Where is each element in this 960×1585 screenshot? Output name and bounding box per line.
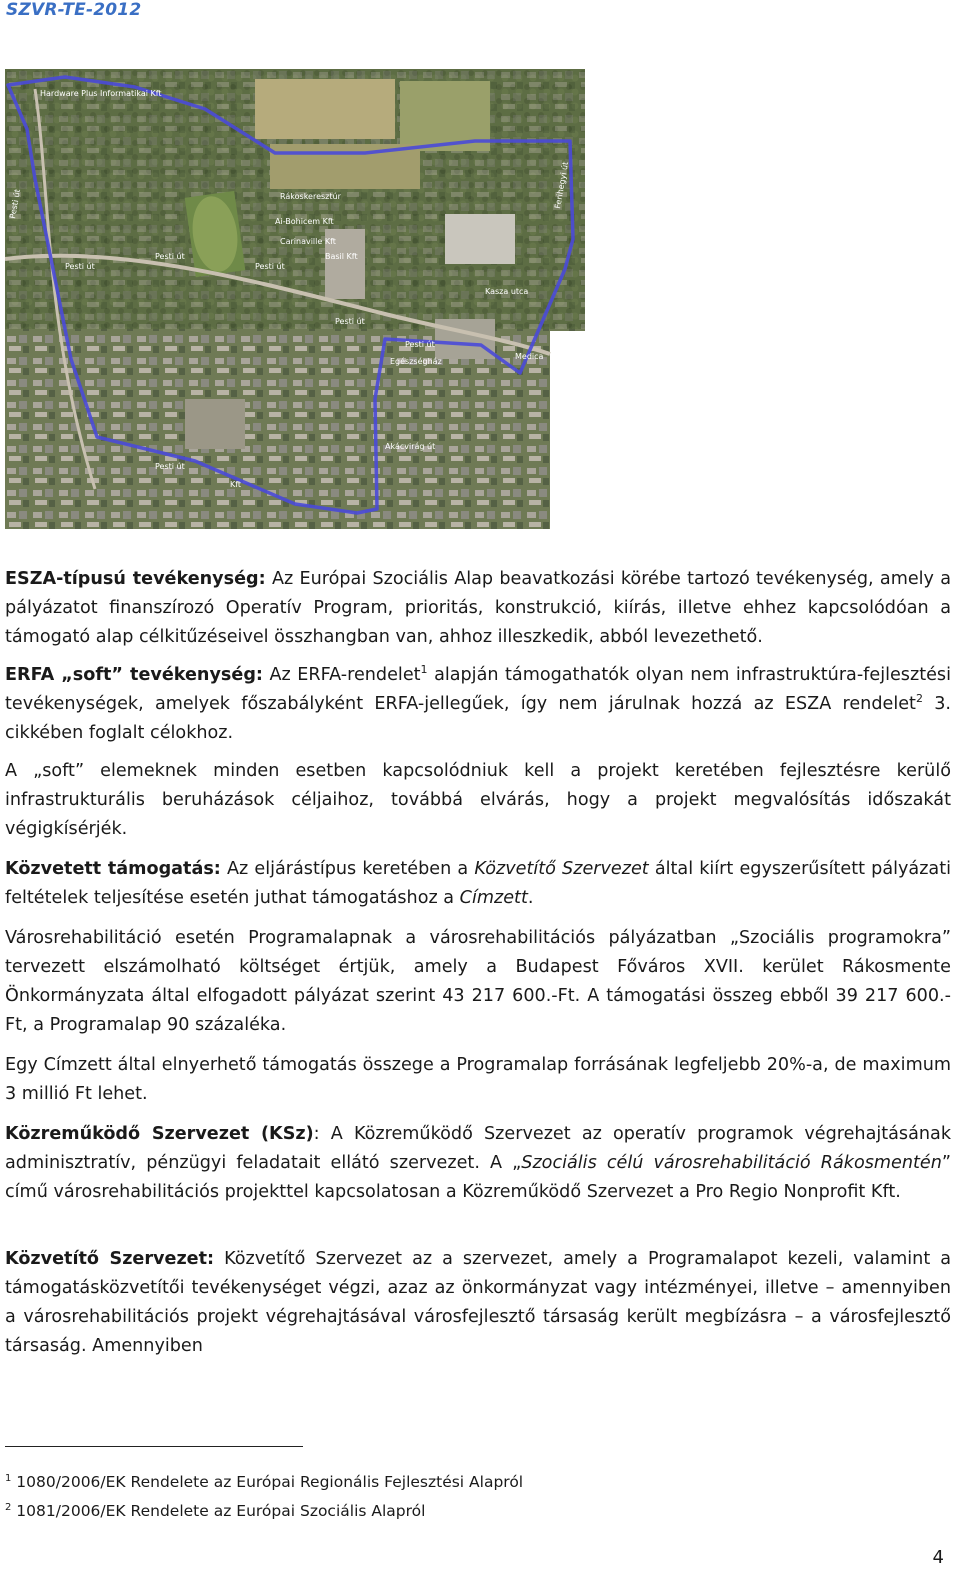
term-title: Közreműködő Szervezet (KSz) bbox=[5, 1124, 314, 1144]
paragraph-text: Közvetítő Szervezet az a szervezet, amely a Programalapot kezeli, valamint a támogatásközvetítői tevékenységet végzi, azaz az önkormányzat vagy intézményei, illetve – amennyiben a városrehabilitációs projekt végrehajtásával városfejlesztő társaság került megbízásra – a városfejlesztő társaság. Amennyiben bbox=[5, 1249, 952, 1356]
footnote-number: 1 bbox=[5, 1472, 12, 1484]
map-label: Pesti út bbox=[255, 262, 285, 271]
page-number: 4 bbox=[932, 1547, 944, 1568]
map-label: Hardware Plus Informatikai Kft bbox=[40, 89, 162, 98]
italic-term: Címzett bbox=[459, 888, 528, 908]
footnote-number: 2 bbox=[5, 1501, 12, 1513]
paragraph-text: A „soft” elemeknek minden esetben kapcsolódniuk kell a projekt keretében fejlesztésre kerülő infrastrukturális beruházások céljaihoz, továbbá elvárás, hogy a projekt megvalósítás időszakát végigkísérjék. bbox=[5, 761, 951, 839]
paragraph-kozremukodo bbox=[5, 1120, 951, 1207]
italic-term: Közvetítő Szervezet bbox=[474, 859, 649, 879]
map-label: Ai-Bohicem Kft bbox=[275, 217, 334, 226]
map-label: Pesti út bbox=[155, 252, 185, 261]
paragraph-kozvetito bbox=[5, 1245, 951, 1361]
paragraph-text: Az ERFA-rendelet bbox=[262, 665, 421, 685]
paragraph-text: 3. cikkében foglalt célokhoz. bbox=[5, 694, 951, 743]
paragraph-text: Egy Címzett által elnyerhető támogatás összege a Programalap forrásának legfeljebb 20%-a, de maximum 3 millió Ft lehet. bbox=[5, 1055, 951, 1104]
paragraph-text: : A Közreműködő Szervezet az operatív programok végrehajtásának adminisztratív, pénzügyi feladatait ellátó szervezet. A „ bbox=[5, 1124, 952, 1173]
footnote-1 bbox=[5, 1468, 905, 1497]
footnote-ref: 1 bbox=[420, 663, 428, 677]
map-label: Rákoskeresztúr bbox=[280, 192, 341, 201]
paragraph-text: alapján támogathatók olyan nem infrastruktúra-fejlesztési tevékenységek, amelyek főszabályként ERFA-jellegűek, így nem járulnak hozzá az ESZA rendelet bbox=[5, 665, 951, 714]
aerial-map-image bbox=[5, 69, 592, 529]
document-body bbox=[5, 565, 951, 1361]
map-label: Basil Kft bbox=[325, 252, 358, 261]
map-label: Pesti út bbox=[8, 188, 23, 220]
map-label: Ferihegyi út bbox=[553, 161, 571, 210]
paragraph-cimzett bbox=[5, 1051, 951, 1109]
map-label: Pesti út bbox=[405, 340, 435, 349]
paragraph-erfa-soft bbox=[5, 661, 951, 748]
footnote-text: 1081/2006/EK Rendelete az Európai Szociális Alapról bbox=[11, 1502, 426, 1520]
paragraph-text: Az Európai Szociális Alap beavatkozási körébe tartozó tevékenység, amely a pályázatot finanszírozó Operatív Program, prioritás, konstrukció, kiírás, illetve ehhez kapcsolódóan a támogató alap célkitűzéseivel összhangban van, ahhoz illeszkedik, abból levezethető. bbox=[5, 569, 952, 647]
aerial-map bbox=[5, 69, 592, 529]
paragraph-programalap bbox=[5, 924, 951, 1040]
term-title: ERFA „soft” tevékenység: bbox=[5, 665, 263, 685]
paragraph-text: által kiírt egyszerűsített pályázati feltételek teljesítése esetén juthat támogatáshoz a bbox=[5, 859, 952, 908]
footnote-text: 1080/2006/EK Rendelete az Európai Regionális Fejlesztési Alapról bbox=[11, 1473, 524, 1491]
footnotes bbox=[5, 1468, 905, 1526]
map-label: Egészségház bbox=[390, 357, 442, 366]
map-label: Pesti út bbox=[335, 317, 365, 326]
map-label: Pesti út bbox=[155, 462, 185, 471]
term-title: Közvetítő Szervezet: bbox=[5, 1249, 215, 1269]
paragraph-text: . bbox=[527, 888, 534, 908]
map-label: Carinaville Kft bbox=[280, 237, 336, 246]
map-label: Akácvirág út bbox=[385, 442, 436, 451]
footnote-ref: 2 bbox=[915, 692, 923, 706]
paragraph-kozvetett bbox=[5, 855, 951, 913]
footnote-2 bbox=[5, 1497, 905, 1526]
paragraph-text: ” című városrehabilitációs projekttel kapcsolatosan a Közreműködő Szervezet a Pro Regio Nonprofit Kft. bbox=[5, 1153, 951, 1202]
term-title: Közvetett támogatás: bbox=[5, 859, 221, 879]
paragraph-text: Az eljárástípus keretében a bbox=[220, 859, 475, 879]
footnote-separator bbox=[5, 1446, 303, 1447]
document-code: SZVR-TE-2012 bbox=[6, 0, 142, 20]
paragraph-esza bbox=[5, 565, 951, 652]
map-label: Kasza utca bbox=[485, 287, 529, 296]
map-label: Pesti út bbox=[65, 262, 95, 271]
map-label: Kft bbox=[230, 480, 242, 489]
map-label: Medica bbox=[515, 352, 544, 361]
italic-term: Szociális célú városrehabilitáció Rákosmentén bbox=[521, 1153, 942, 1173]
paragraph-soft-elements bbox=[5, 757, 951, 844]
paragraph-text: Városrehabilitáció esetén Programalapnak a városrehabilitációs pályázatban „Szociális programokra” tervezett elszámolható költséget értjük, amely a Budapest Főváros XVII. kerület Rákosmente Önkormányzata által elfogadott pályázat szerint 43 217 600.-Ft. A támogatási összeg ebből 39 217 600.-Ft, a Programalap 90 százaléka. bbox=[5, 928, 951, 1035]
term-title: ESZA-típusú tevékenység: bbox=[5, 569, 266, 589]
